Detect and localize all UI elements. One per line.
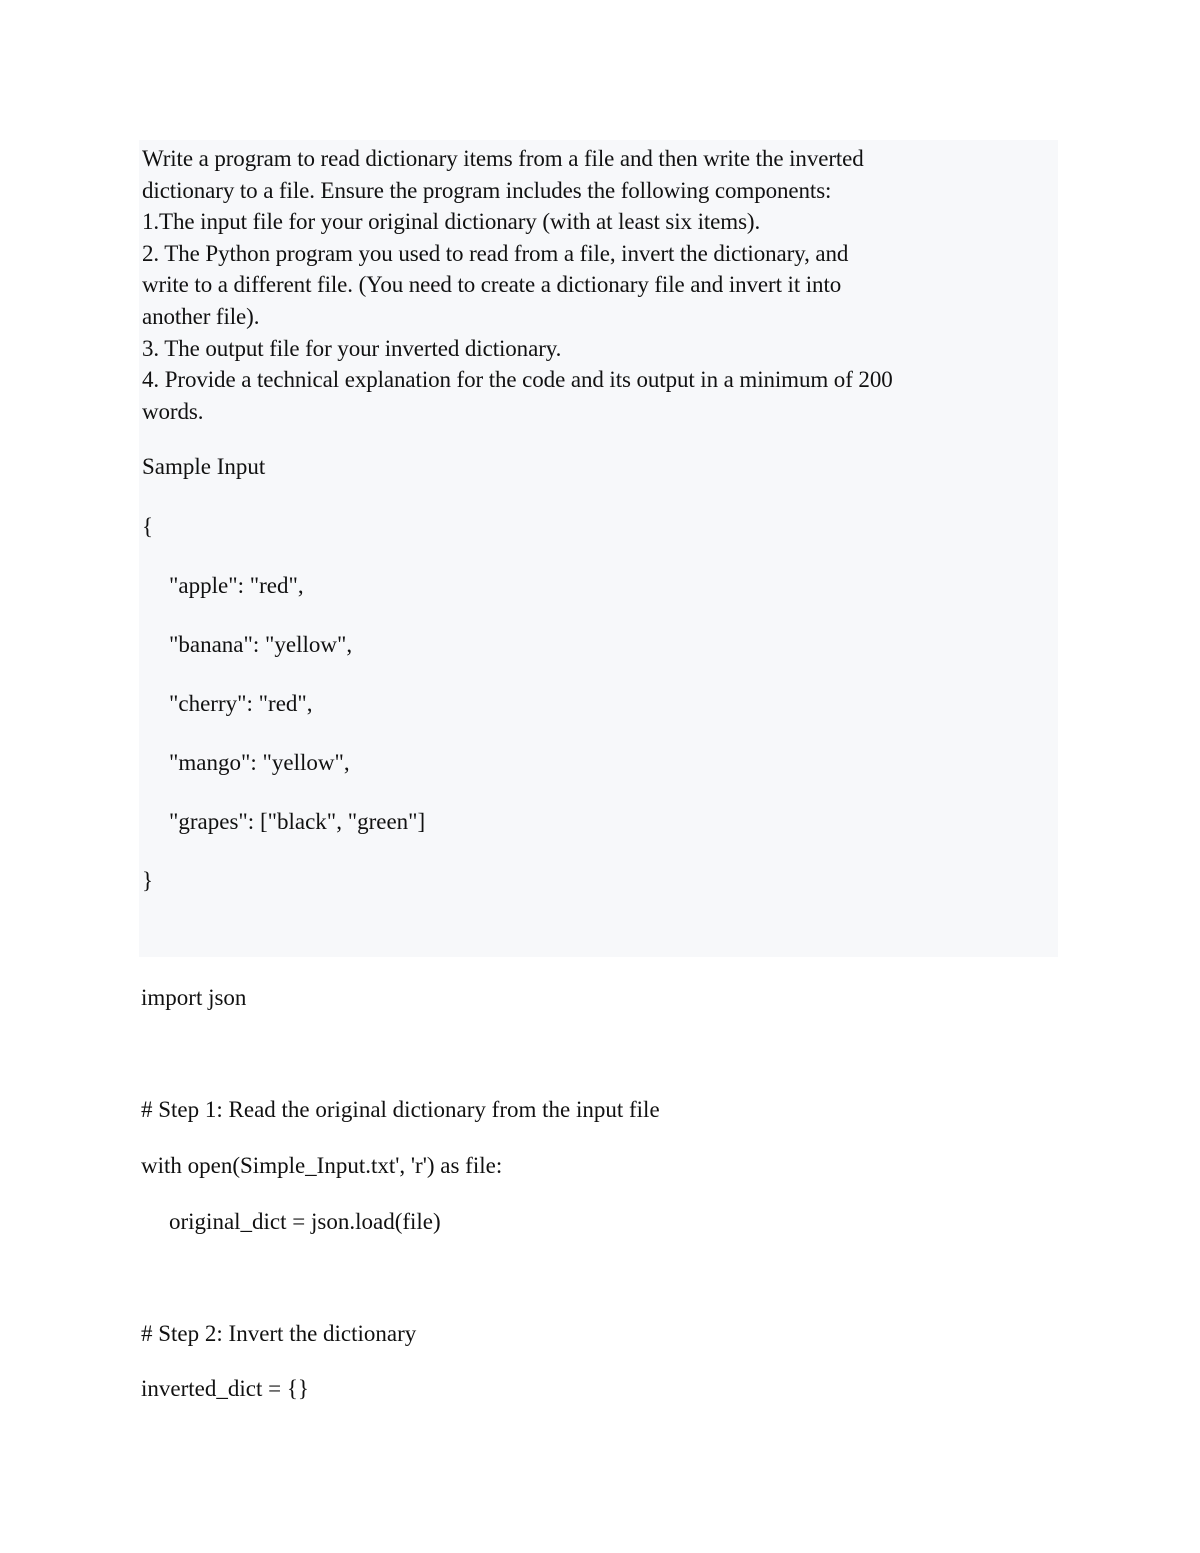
json-item: "banana": "yellow",	[169, 632, 353, 657]
json-item: "grapes": ["black", "green"]	[169, 809, 426, 834]
prompt-line: Write a program to read dictionary items from a file and then write the inverted	[142, 146, 864, 171]
json-item: "apple": "red",	[169, 573, 304, 598]
assignment-prompt-block	[139, 140, 1058, 957]
prompt-line: write to a different file. (You need to create a dictionary file and invert it into	[142, 272, 842, 298]
prompt-line: dictionary to a file. Ensure the program includes the following components:	[142, 177, 832, 203]
code-with-open-line: with open(Simple_Input.txt', 'r') as file:	[141, 1153, 503, 1178]
prompt-line: 4. Provide a technical explanation for the code and its output in a minimum of 200	[142, 367, 893, 393]
json-item: "mango": "yellow",	[169, 750, 350, 775]
prompt-line: 1.The input file for your original dictionary (with at least six items).	[142, 209, 761, 235]
sample-input-heading: Sample Input	[142, 454, 266, 479]
prompt-line: 2. The Python program you used to read from a file, invert the dictionary, and	[142, 240, 849, 266]
code-comment-step1: # Step 1: Read the original dictionary from the input file	[141, 1097, 660, 1122]
json-open-brace: {	[142, 514, 154, 539]
code-inverted-dict-init: inverted_dict = {}	[141, 1376, 309, 1401]
json-item: "cherry": "red",	[169, 691, 313, 716]
prompt-paragraph	[142, 143, 1055, 427]
code-comment-step2: # Step 2: Invert the dictionary	[141, 1321, 417, 1346]
prompt-line: 3. The output file for your inverted dictionary.	[142, 335, 562, 361]
prompt-line: another file).	[142, 303, 260, 329]
code-json-load-line: original_dict = json.load(file)	[169, 1209, 441, 1234]
code-import-line: import json	[141, 985, 247, 1010]
prompt-line: words.	[142, 398, 204, 424]
json-close-brace: }	[142, 868, 154, 893]
